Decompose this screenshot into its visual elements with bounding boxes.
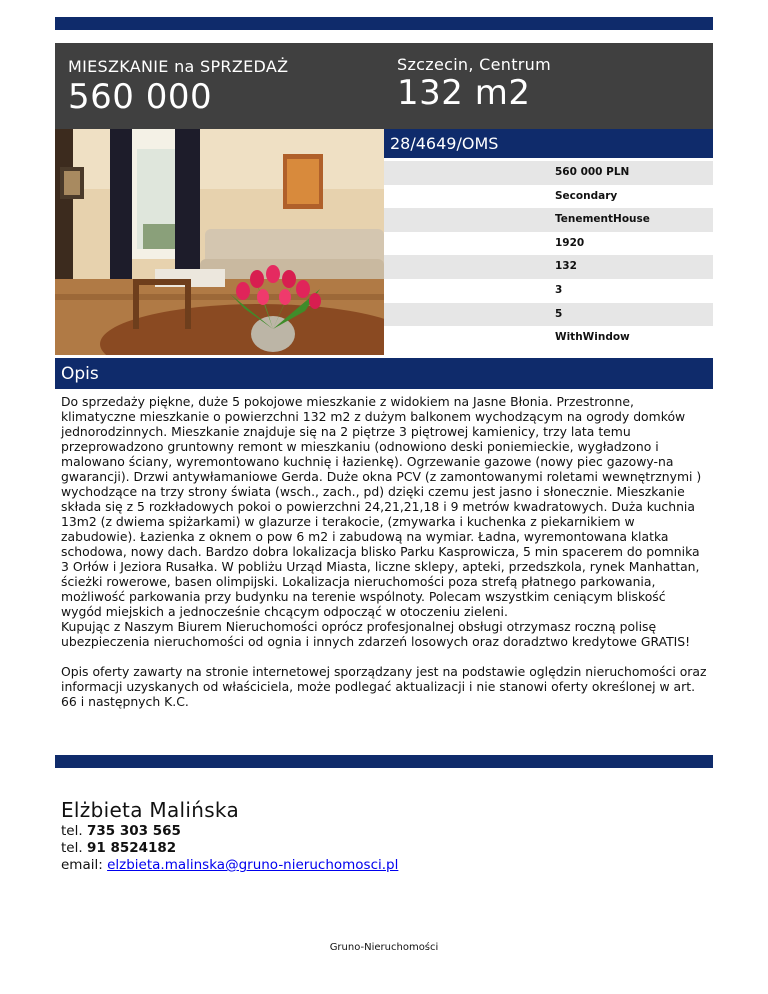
description-body: Do sprzedaży piękne, duże 5 pokojowe mieszkanie z widokiem na Jasne Błonia. Przestronne, klimatyczne mieszkanie o powierzchni 132 m2 z dużym balkonem wychodzącym na ogrody domków jednorodzinnych. Mieszkanie znajduje się na 2 piętrze 3 piętrowej kamienicy, trzy lata temu przeprowadzono gruntowny remont w mieszkaniu (odnowiono deski poniemieckie, wygładzono i malowano ściany, wyremontowano kuchnię i łazienkę). Ogrzewanie gazowe (nowy piec gazowy-na gwarancji). Drzwi antywłamaniowe Gerda. Duże okna PCV (z zamontowanymi roletami wewnętrznymi ) wychodzące na trzy strony świata (wsch., zach., pd) dzięki czemu jest jasno i słonecznie. Mieszkanie składa się z 5 rozkładowych pokoi o powierzchni 24,21,21,18 i 9 metrów kwadratowych. Duża kuchnia 13m2 (z dwiema spiżarkami) w glazurze i terakocie, (zmywarka i kuchenka z piekarnikiem w zabudowie). Łazienka z oknem o pow 6 m2 i zabudową na wymiar. Ładna, wyremontowana klatka schodowa, nowy dach. Bardzo dobra lokalizacja blisko Parku Kasprowicza, 5 min spacerem do pomnika 3 Orłów i Jeziora Rusałka. W pobliżu Urząd Miasta, liczne sklepy, apteki, przedszkola, rynek Manhattan, ścieżki rowerowe, basen olimpijski. Lokalizacja nieruchomości poza strefą płatnego parkowania, możliwość parkowania przy budynku na terenie wspólnoty. Polecam wszystkim ceniącym bliskość wygód miejskich a jednocześnie chcącym odpocząć w otoczeniu zieleni. Kupując z Naszym Biurem Nieruchomości oprócz profesjonalnej obsługi otrzymasz roczną polisę ubezpieczenia nieruchomości od ognia i innych zdarzeń losowych oraz doradztwo kredytowe GRATIS! (61, 394, 702, 649)
details-table (384, 161, 713, 350)
property-photo (55, 129, 384, 355)
email-label: email: (61, 857, 103, 873)
email-link[interactable]: elzbieta.malinska@gruno-nieruchomosci.pl (107, 857, 399, 873)
detail-rooms: 5 (384, 303, 713, 327)
detail-price: 560 000 PLN (384, 161, 713, 185)
top-decorative-bar (55, 17, 713, 30)
detail-market: Secondary (555, 189, 618, 202)
reference-number: 28/4649/OMS (384, 129, 713, 158)
agent-email (61, 857, 398, 874)
detail-kitchen: WithWindow (555, 331, 630, 344)
description-disclaimer: Opis oferty zawarty na stronie internetowej sporządzany jest na podstawie oględzin nieruchomości oraz informacji uzyskanych od właściciela, może podlegać aktualizacji i nie stanowi oferty określonej w art. 66 i następnych K.C. (61, 664, 707, 709)
footer-company: Gruno-Nieruchomości (329, 942, 439, 953)
detail-building-type: TenementHouse (384, 208, 713, 232)
description-section (61, 394, 707, 724)
tel-label: tel. (61, 840, 83, 856)
detail-build-year: 1920 (555, 236, 585, 249)
section-divider-bar (55, 755, 713, 768)
listing-location: Szczecin, Centrum (397, 55, 551, 74)
listing-price: 560 000 (68, 77, 213, 117)
listing-area: 132 m2 (397, 73, 531, 113)
description-heading: Opis (55, 358, 713, 389)
agent-name: Elżbieta Malińska (61, 798, 240, 822)
agent-contact (61, 797, 398, 874)
detail-floor: 3 (555, 283, 563, 296)
phone-number-2: 91 8524182 (86, 840, 177, 856)
agent-phone-2 (61, 840, 398, 857)
phone-number-1: 735 303 565 (86, 823, 181, 839)
detail-area: 132 (384, 255, 713, 279)
listing-header (55, 43, 713, 129)
tel-label: tel. (61, 823, 83, 839)
agent-phone-1 (61, 823, 398, 840)
listing-type-label: MIESZKANIE na SPRZEDAŻ (68, 57, 289, 76)
